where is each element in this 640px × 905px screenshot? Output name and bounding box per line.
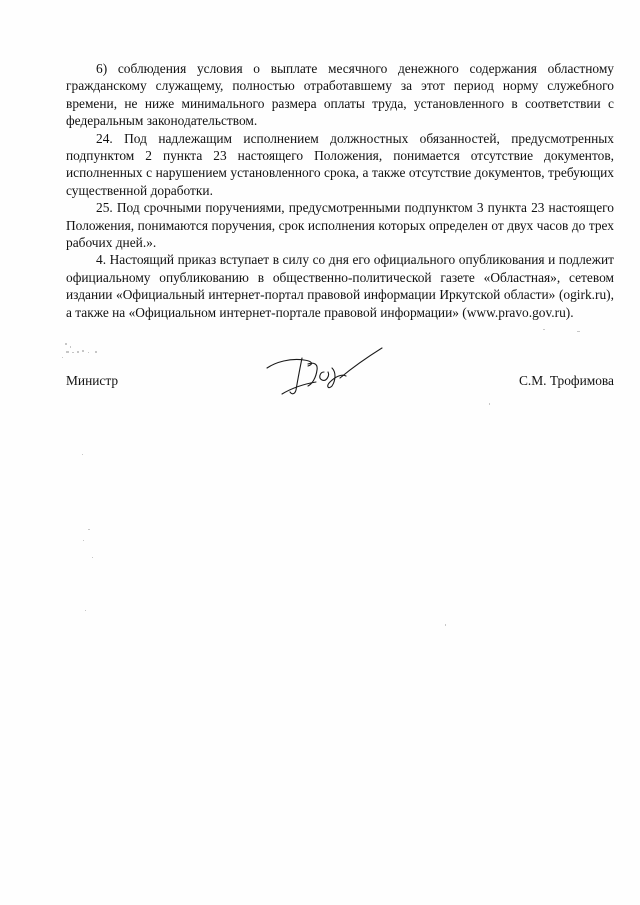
paragraph-item-25: 25. Под срочными поручениями, предусмотренными подпунктом 3 пункта 23 настоящего Положения, понимаются поручения, срок исполнения которых определен от двух часов до трех рабочих дней.».: [66, 200, 614, 251]
paragraph-item-4: 4. Настоящий приказ вступает в силу со дня его официального опубликования и подлежит официальному опубликованию в общественно-политической газете «Областная», сетевом издании «Официальный интернет-портал правовой информации Иркутской области» (ogirk.ru), а также на «Официальном интернет-портале правовой информации» (www.pravo.gov.ru).: [66, 252, 614, 320]
paragraph-item-24: 24. Под надлежащим исполнением должностных обязанностей, предусмотренных подпунктом 2 пункта 23 настоящего Положения, понимается отсутствие документов, исполненных с нарушением установленного срока, а также отсутствие документов, требующих существенной доработки.: [66, 130, 614, 198]
signer-position: Министр: [66, 373, 119, 388]
signature-block: [66, 373, 614, 393]
paragraph-item-6: 6) соблюдения условия о выплате месячного денежного содержания областному гражданскому служащему, полностью отработавшему за этот период норму служебного времени, не ниже минимального размера оплаты труда, установленного в соответствии с федеральным законодательством.: [66, 61, 614, 129]
document-body: [66, 60, 614, 321]
signer-name: С.М. Трофимова: [518, 373, 614, 388]
